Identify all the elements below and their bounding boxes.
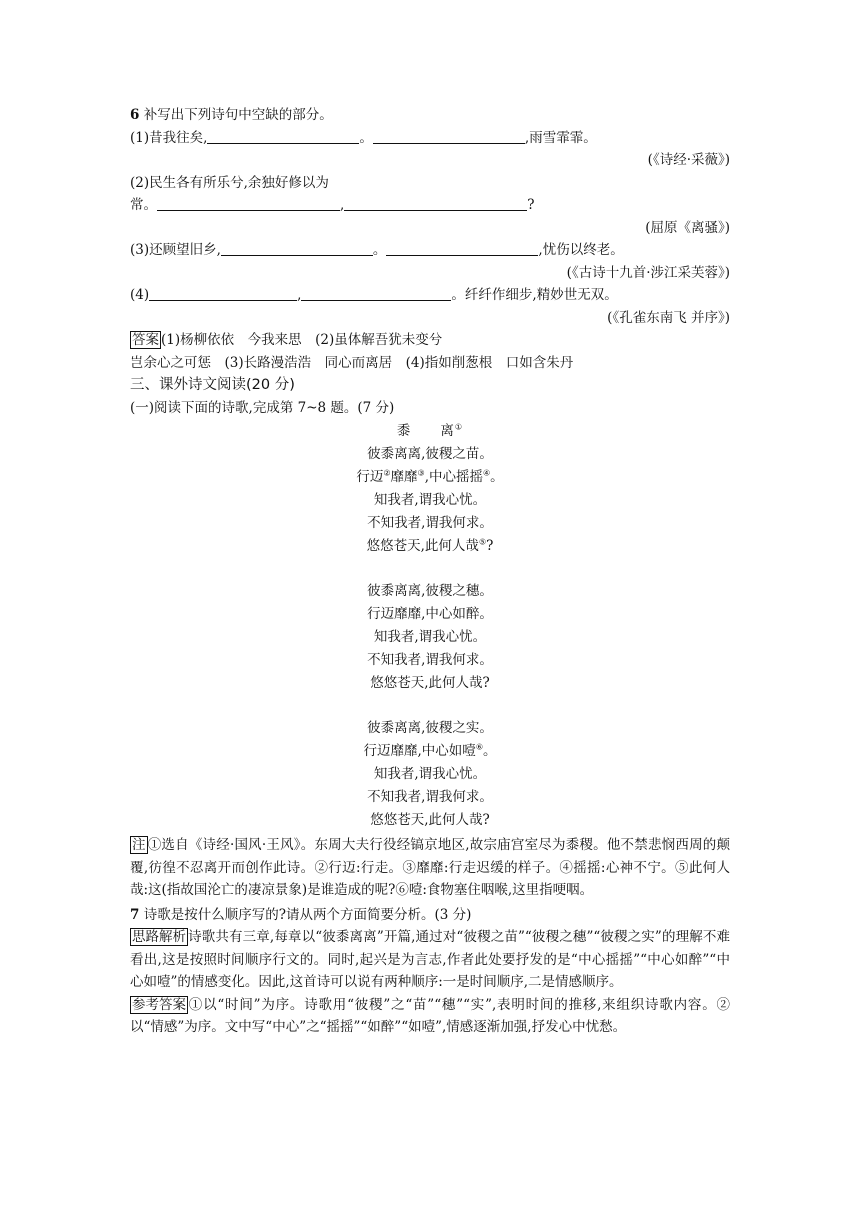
answer-blank[interactable]: [221, 240, 373, 256]
answer-blank[interactable]: [373, 128, 525, 144]
q6-title-text: 补写出下列诗句中空缺的部分。: [143, 107, 333, 123]
poem-line: 彼黍离离,彼稷之实。: [367, 720, 493, 736]
punct: ?: [527, 197, 535, 213]
poem-line: 不知我者,谓我何求。: [367, 789, 493, 805]
answer-blank[interactable]: [344, 195, 527, 211]
answer-blank[interactable]: [157, 195, 340, 211]
poem-line: 知我者,谓我心忧。: [373, 492, 487, 508]
punct: ,: [340, 197, 345, 213]
poem-line: 知我者,谓我心忧。: [373, 629, 487, 645]
q6-title: [130, 104, 730, 127]
answer-blank[interactable]: [386, 240, 538, 256]
q6-item-1: [130, 127, 730, 150]
q6-answer: [130, 329, 730, 352]
footnote-marker: ③: [417, 468, 425, 478]
footnote-marker: ④: [482, 468, 491, 478]
q7-reference-answer: [130, 994, 730, 1039]
poem-line: 行迈靡靡,中心如醉。: [367, 606, 493, 622]
poem-title-text: 黍 离: [396, 423, 455, 439]
section-subheading: (一)阅读下面的诗歌,完成第 7~8 题。(7 分): [130, 399, 395, 416]
q6-item-4-end: 。纤纤作细步,精妙世无双。: [451, 287, 618, 303]
q6-item-2: (2)民生各有所乐兮,余独好修以为: [130, 174, 329, 191]
q6-item-2-cont: [130, 194, 730, 217]
stanza-gap: [130, 558, 730, 580]
analysis-label: 思路解析: [132, 929, 186, 945]
answer-blank[interactable]: [207, 128, 359, 144]
poem-notes: [130, 834, 730, 902]
q6-item-3-end: ,忧伤以终老。: [538, 242, 624, 258]
poem-line: 悠悠苍天,此何人哉?: [370, 812, 490, 828]
footnote-marker: ②: [383, 468, 391, 478]
stanza-gap: [130, 695, 730, 717]
q6-item-1-end: ,雨雪霏霏。: [524, 129, 597, 146]
q6-item-2-text: 常。: [130, 197, 157, 213]
document-page: [130, 104, 730, 1039]
notes-label: 注: [132, 837, 146, 853]
poem-line: 不知我者,谓我何求。: [367, 515, 493, 531]
q6-item-1-text: (1)昔我往矣,: [130, 129, 208, 146]
punct: 。: [359, 129, 373, 146]
q7-analysis: [130, 926, 730, 994]
notes-text: ①选自《诗经·国风·王风》。东周大夫行役经镐京地区,故宗庙宫室尽为黍稷。他不禁悲悯西周的颠覆,彷徨不忍离开而创作此诗。②行迈:行走。③靡靡:行走迟缓的样子。④摇摇:心神不宁。⑤此何人哉:这(指故国沦亡的凄凉景象)是谁造成的呢?⑥噎:食物塞住咽喉,这里指哽咽。: [130, 837, 730, 898]
answer-line-1: (1)杨柳依依 今我来思 (2)虽体解吾犹未变兮: [161, 332, 443, 348]
poem-line: 行迈靡靡,中心如噎⑥。: [363, 742, 497, 759]
poem: [130, 420, 730, 832]
poem-line: 悠悠苍天,此何人哉?: [370, 675, 490, 691]
poem-line: 行迈②靡靡③,中心摇摇④。: [356, 468, 504, 485]
reference-answer-label: 参考答案: [132, 996, 186, 1013]
poem-line: 彼黍离离,彼稷之苗。: [367, 446, 493, 462]
poem-line: 不知我者,谓我何求。: [367, 652, 493, 668]
punct: ,: [297, 287, 302, 303]
reference-answer-text: ①以“时间”为序。诗歌用“彼稷”之“苗”“穗”“实”,表明时间的推移,来组织诗歌内容。②以“情感”为序。文中写“中心”之“摇摇”“如醉”“如噎”,情感逐渐加强,抒发心中忧愁。: [130, 996, 730, 1035]
q6-item-4: [130, 284, 730, 307]
q6-item-2-source: (屈原《离骚》): [645, 219, 730, 236]
poem-line: 彼黍离离,彼稷之穗。: [367, 583, 493, 599]
q6-item-4-text: (4): [130, 287, 150, 303]
poem-line: 悠悠苍天,此何人哉⑤?: [366, 537, 494, 554]
answer-line-2: 岂余心之可惩 (3)长路漫浩浩 同心而离居 (4)指如削葱根 口如含朱丹: [130, 354, 574, 371]
footnote-marker: ①: [454, 422, 464, 432]
footnote-marker: ⑤: [478, 537, 487, 547]
q6-item-3: [130, 239, 730, 262]
q6-item-3-text: (3)还顾望旧乡,: [130, 242, 221, 258]
q7-title: [130, 904, 730, 927]
answer-blank[interactable]: [301, 285, 451, 301]
q7-number: 7: [130, 906, 140, 923]
q6-number: 6: [130, 107, 140, 123]
answer-blank[interactable]: [149, 285, 297, 301]
poem-title: [130, 420, 730, 443]
analysis-text: 诗歌共有三章,每章以“彼黍离离”开篇,通过对“彼稷之苗”“彼稷之穗”“彼稷之实”的理解不难看出,这是按照时间顺序行文的。同时,起兴是为言志,作者此处要抒发的是“中心摇摇”“中心如醉”“中心如噎”的情感变化。因此,这首诗可以说有两种顺序:一是时间顺序,二是情感顺序。: [130, 929, 730, 990]
answer-label: 答案: [132, 332, 159, 348]
punct: 。: [372, 242, 387, 258]
footnote-marker: ⑥: [475, 742, 483, 752]
q6-item-4-source: (《孔雀东南飞 并序》): [607, 309, 730, 326]
q6-item-1-source: (《诗经·采薇》): [647, 152, 730, 168]
section-heading: 三、课外诗文阅读(20 分): [130, 377, 295, 393]
q7-question: 诗歌是按什么顺序写的?请从两个方面简要分析。(3 分): [143, 906, 472, 923]
q6-item-3-source: (《古诗十九首·涉江采芙蓉》): [566, 264, 730, 281]
poem-line: 知我者,谓我心忧。: [373, 766, 487, 782]
